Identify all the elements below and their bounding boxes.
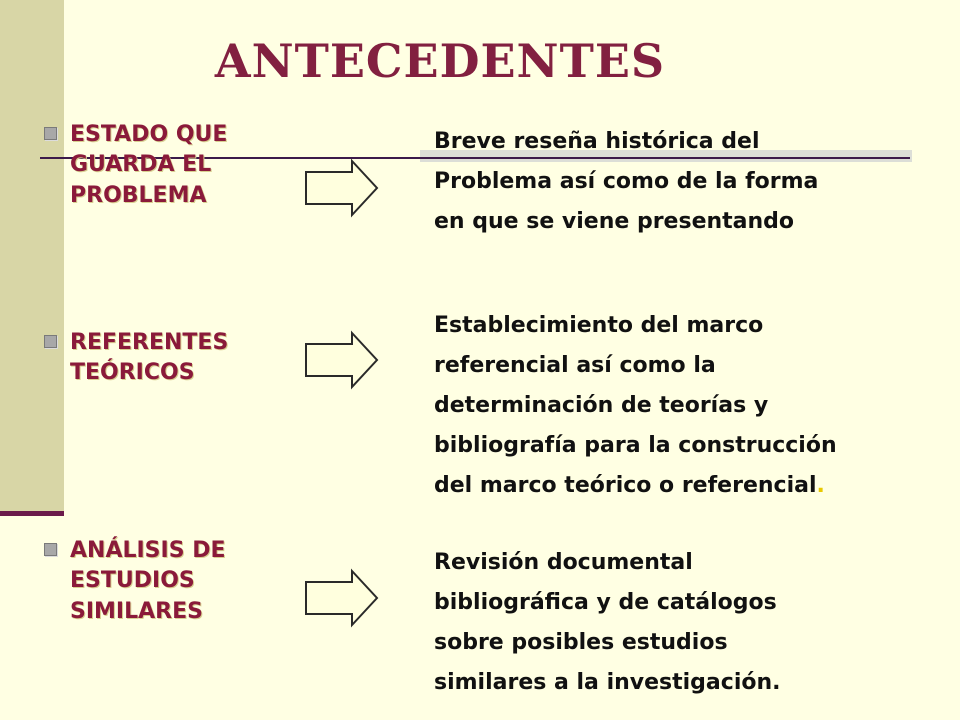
side-bar-accent <box>0 511 64 516</box>
right-arrow-icon <box>302 330 380 390</box>
right-arrow-icon <box>302 158 380 218</box>
term-label: ESTADO QUE GUARDA EL PROBLEMA <box>70 122 228 208</box>
description-referentes <box>434 306 944 506</box>
description-analisis: Revisión documental bibliográfica y de catálogos sobre posibles estudios similares a la investigación. <box>434 550 781 695</box>
term-referentes-teoricos <box>44 328 314 389</box>
square-bullet-icon <box>44 335 57 348</box>
square-bullet-icon <box>44 127 57 140</box>
term-label: ANÁLISIS DE ESTUDIOS SIMILARES <box>70 538 226 624</box>
term-estado-que-guarda <box>44 120 314 211</box>
description-text: Establecimiento del marco referencial así como la determinación de teorías y bibliografía para la construcción del marco teórico o referencial <box>434 313 837 498</box>
term-analisis-estudios <box>44 536 314 627</box>
slide-title: ANTECEDENTES <box>214 34 666 88</box>
square-bullet-icon <box>44 543 57 556</box>
term-label: REFERENTES TEÓRICOS <box>70 330 229 386</box>
description-trailing-period: . <box>816 473 825 498</box>
description-estado: Breve reseña histórica del Problema así como de la forma en que se viene presentando <box>434 129 819 234</box>
right-arrow-icon <box>302 568 380 628</box>
